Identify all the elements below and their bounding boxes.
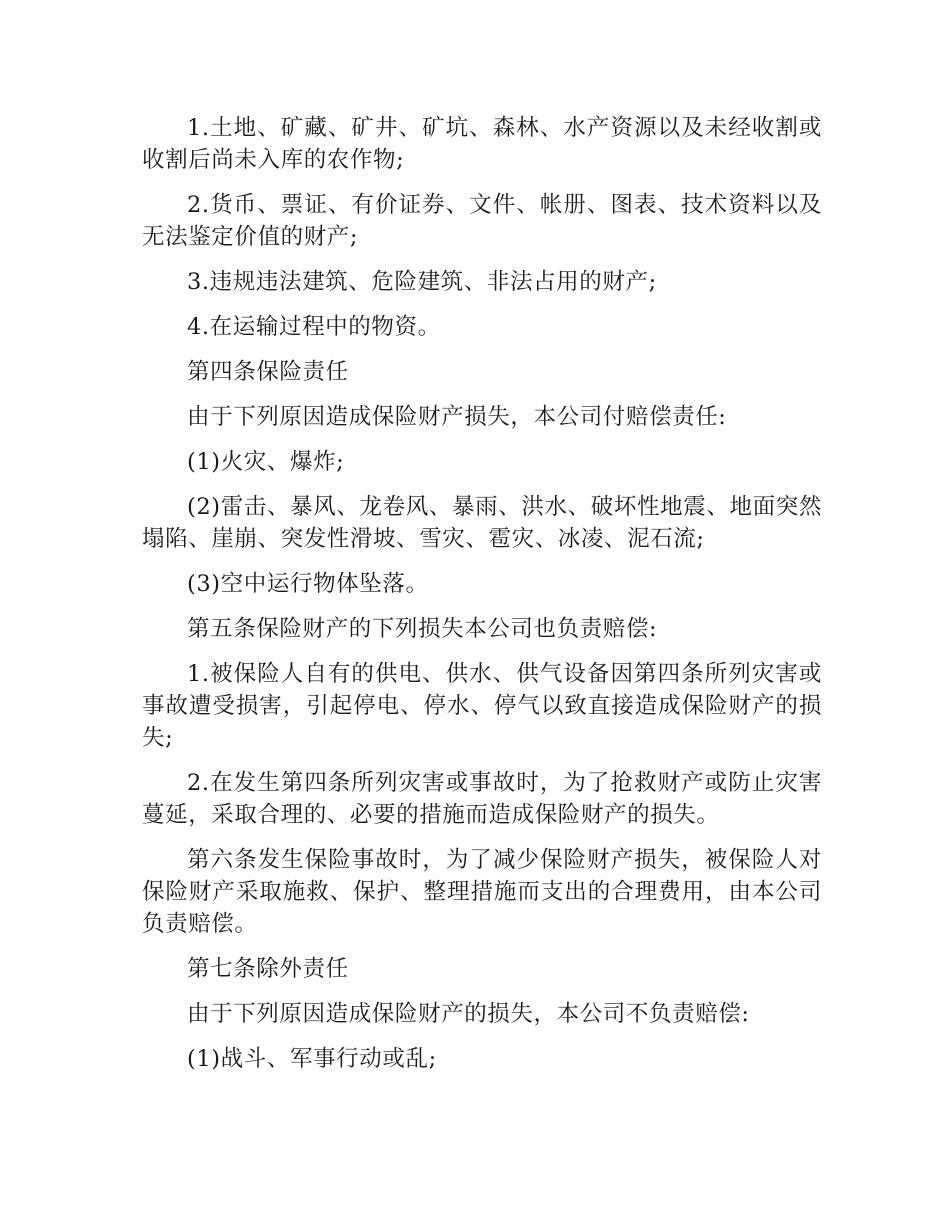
paragraph-item-1-land-resources: 1.土地、矿藏、矿井、矿坑、森林、水产资源以及未经收割或收割后尚未入库的农作物; bbox=[142, 115, 822, 173]
paragraph-article-5-item-1: 1.被保险人自有的供电、供水、供气设备因第四条所列灾害或事故遭受损害，引起停电、停水、停气以致直接造成保险财产的损失; bbox=[142, 661, 822, 751]
paragraph-clause-natural-disasters: (2)雷击、暴风、龙卷风、暴雨、洪水、破坏性地震、地面突然塌陷、崖崩、突发性滑坡、雪灾、雹灾、冰凌、泥石流; bbox=[142, 494, 822, 552]
section-heading-article-5: 第五条保险财产的下列损失本公司也负责赔偿: bbox=[187, 616, 658, 642]
document-page bbox=[142, 112, 822, 1088]
paragraph-clause-fire: (1)火灾、爆炸; bbox=[187, 449, 345, 475]
paragraph-article-4-intro: 由于下列原因造成保险财产损失，本公司付赔偿责任: bbox=[187, 404, 727, 430]
paragraph-clause-falling-objects: (3)空中运行物体坠落。 bbox=[187, 571, 429, 597]
section-heading-article-7: 第七条除外责任 bbox=[187, 956, 349, 982]
paragraph-article-5-item-2: 2.在发生第四条所列灾害或事故时，为了抢救财产或防止灾害蔓延，采取合理的、必要的措施而造成保险财产的损失。 bbox=[142, 770, 822, 828]
paragraph-article-6: 第六条发生保险事故时，为了减少保险财产损失，被保险人对保险财产采取施救、保护、整理措施而支出的合理费用，由本公司负责赔偿。 bbox=[142, 847, 822, 937]
paragraph-article-7-intro: 由于下列原因造成保险财产的损失，本公司不负责赔偿: bbox=[187, 1001, 750, 1027]
paragraph-item-2-currency: 2.货币、票证、有价证券、文件、帐册、图表、技术资料以及无法鉴定价值的财产; bbox=[142, 192, 822, 250]
paragraph-item-4-goods-in-transit: 4.在运输过程中的物资。 bbox=[187, 314, 441, 340]
paragraph-clause-war: (1)战斗、军事行动或乱; bbox=[187, 1046, 437, 1072]
paragraph-item-3-illegal-buildings: 3.违规违法建筑、危险建筑、非法占用的财产; bbox=[187, 269, 657, 295]
section-heading-article-4: 第四条保险责任 bbox=[187, 359, 349, 385]
